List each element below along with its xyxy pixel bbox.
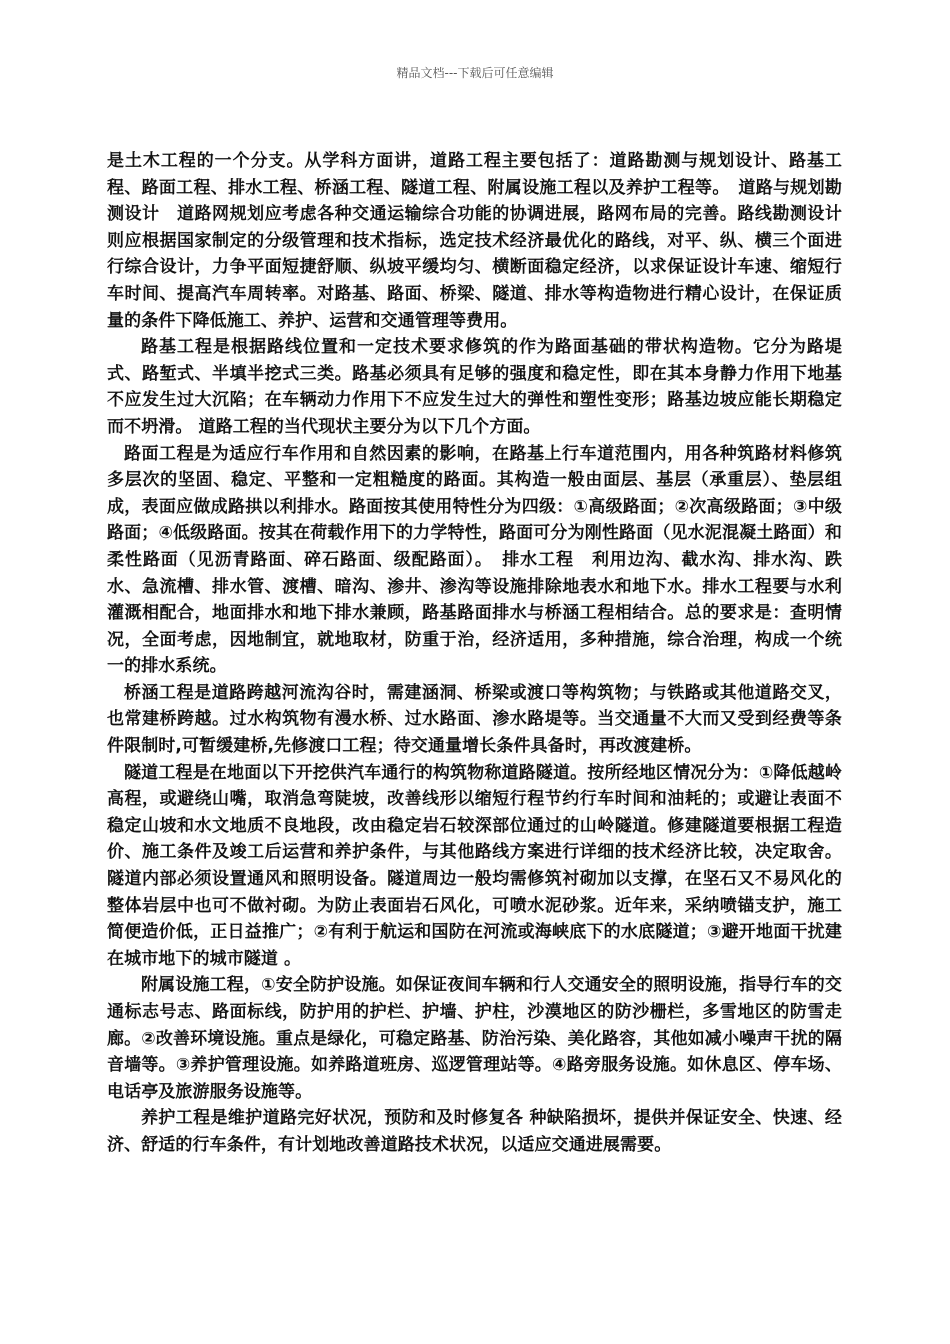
paragraph-road-engineering-overview: 是土木工程的一个分支。从学科方面讲，道路工程主要包括了：道路勘测与规划设计、路基工程、路面工程、排水工程、桥涵工程、隧道工程、附属设施工程以及养护工程等。 道路与规划勘测设计 道路网规划应考虑各种交通运输综合功能的协调进展，路网布局的完善。路线勘测设计则应根据国家制定的分级管理和技术指标，选定技术经济最优化的路线，对平、纵、横三个面进 行综合设计，力争平面短捷舒顺、纵坡平缓均匀、横断面稳定经济，以求保证设计车速、缩短行车时间、提高汽车周转率。对路基、路面、桥梁、隧道、排水等构造物进行精心设计，在保证质量的条件下降低施工、养护、运营和交通管理等费用。 [107,151,842,331]
paragraph-tunnel-engineering: 隧道工程是在地面以下开挖供汽车通行的构筑物称道路隧道。按所经地区情况分为：①降低越岭高程，或避绕山嘴，取消急弯陡坡，改善线形以缩短行程节约行车时间和油耗的；或避让表面不稳定山坡和水文地质不良地段，改由稳定岩石较深部位通过的山岭隧道。修建隧道要根据工程造价、施工条件及竣工后运营和养护条件，与其他路线方案进行详细的技术经济比较，决定取舍。隧道内部必须设置通风和照明设备。隧道周边一般均需修筑衬砌加以支撑，在坚石又不易风化的整体岩层中也可不做衬砌。为防止表面岩石风化，可喷水泥砂浆。近年来，采纳喷锚支护，施工简便造价低，正日益推广；②有利于航运和国防在河流或海峡底下的水底隧道；③避开地面干扰建在城市地下的城市隧道 。 [107,762,842,969]
page-header: 精品文档---下载后可任意编辑 [396,66,554,80]
paragraph-bridge-culvert-engineering: 桥涵工程是道路跨越河流沟谷时，需建涵洞、桥梁或渡口等构筑物；与铁路或其他道路交叉，也常建桥跨越。过水构筑物有漫水桥、过水路面、渗水路堤等。当交通量不大而又受到经费等条件限制时,可暂缓建桥,先修渡口工程；待交通量增长条件具备时，再改渡建桥。 [107,682,842,757]
document-body [107,148,842,1159]
paragraph-subgrade-engineering: 路基工程是根据路线位置和一定技术要求修筑的作为路面基础的带状构造物。它分为路堤式、路堑式、半填半挖式三类。路基必须具有足够的强度和稳定性，即在其本身静力作用下地基不应发生过大沉陷；在车辆动力作用下不应发生过大的弹性和塑性变形；路基边坡应能长期稳定而不坍滑。 道路工程的当代现状主要分为以下几个方面。 [107,337,842,437]
paragraph-maintenance-engineering: 养护工程是维护道路完好状况，预防和及时修复各 种缺陷损坏，提供并保证安全、快速、经济、舒适的行车条件，有计划地改善道路技术状况，以适应交通进展需要。 [107,1108,842,1155]
paragraph-pavement-engineering: 路面工程是为适应行车作用和自然因素的影响，在路基上行车道范围内，用各种筑路材料修筑多层次的坚固、稳定、平整和一定粗糙度的路面。其构造一般由面层、基层（承重层）、垫层组成，表面应做成路拱以利排水。路面按其使用特性分为四级：①高级路面；②次高级路面；③中级路面；④低级路面。按其在荷载作用下的力学特性，路面可分为刚性路面（见水泥混凝土路面）和柔性路面（见沥青路面、碎石路面、级配路面）。 排水工程 利用边沟、截水沟、排水沟、跌水、急流槽、排水管、渡槽、暗沟、渗井、渗沟等设施排除地表水和地下水。排水工程要与水利灌溉相配合，地面排水和地下排水兼顾，路基路面排水与桥涵工程相结合。总的要求是：查明情况，全面考虑，因地制宜，就地取材，防重于治，经济适用，多种措施，综合治理，构成一个统一的排水系统。 [107,443,842,677]
paragraph-ancillary-facilities: 附属设施工程，①安全防护设施。如保证夜间车辆和行人交通安全的照明设施，指导行车的交通标志号志、路面标线，防护用的护栏、护墙、护柱，沙漠地区的防沙栅栏，多雪地区的防雪走廊。②改善环境设施。重点是绿化，可稳定路基、防治污染、美化路容，其他如减小噪声干扰的隔音墙等。③养护管理设施。如养路道班房、巡逻管理站等。④路旁服务设施。如休息区、停车场、电话亭及旅游服务设施等。 [107,975,842,1102]
